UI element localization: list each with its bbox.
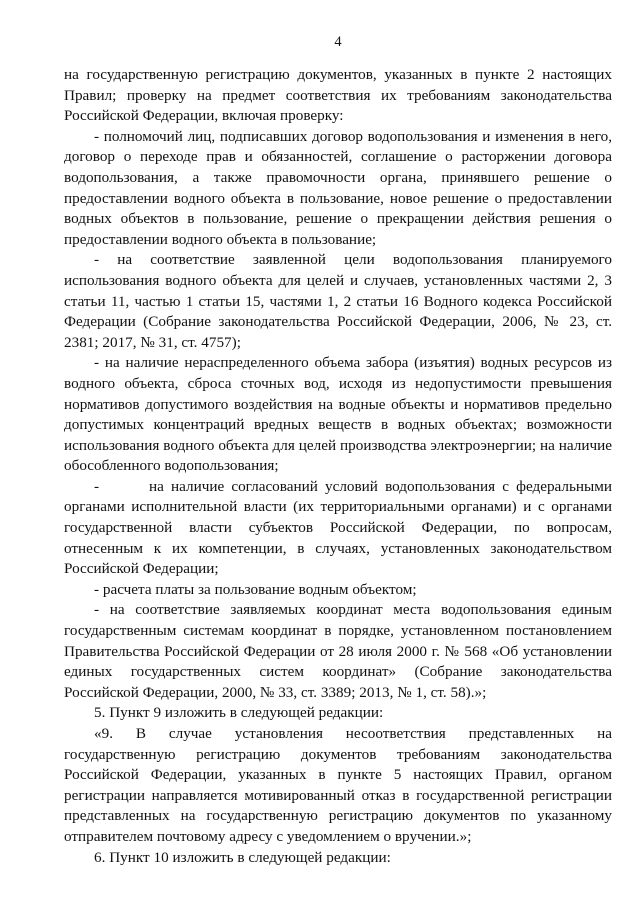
paragraph-item5: 5. Пункт 9 изложить в следующей редакции: — [94, 704, 384, 722]
document-body — [64, 65, 616, 868]
paragraph-volume-check: - на наличие нераспределенного объема забора (изъятия) водных ресурсов из водного объекта, сброса сточных вод, исходя из недопустимости превышения нормативов допустимого воздействия на водные объекты и нормативов предельно допустимых концентраций вредных веществ в водных объектах; возможности использования водного объекта для целей производства электроэнергии; на наличие обособленного водопользования; — [64, 354, 612, 475]
paragraph-coordinates-check: - на соответствие заявляемых координат места водопользования единым государственным системам координат в порядке, установленном постановлением Правительства Российской Федерации от 28 июля 2000 г. № 568 «Об установлении единых государственных систем координат» (Собрание законодательства Российской Федерации, 2000, № 33, ст. 3389; 2013, № 1, ст. 58).»; — [64, 601, 612, 701]
paragraph-approvals-check: - на наличие согласований условий водопользования с федеральными органами исполнительной власти (их территориальными органами) и с органами государственной власти субъектов Российской Федерации, по вопросам, отнесенным к их компетенции, в случаях, установленных законодательством Российской Федерации; — [64, 477, 616, 578]
page-number: 4 — [334, 34, 342, 50]
paragraph-powers-check: - полномочий лиц, подписавших договор водопользования и изменения в него, договор о переходе прав и обязанностей, соглашение о расторжении договора водопользования, а также правомочности органа, принявшего решение о предоставлении водного объекта в пользование, новое решение о предоставлении водных объектов в пользование, решение о прекращении действия решения о предоставлении водного объекта в пользование; — [64, 127, 612, 248]
paragraph-fee-check: - расчета платы за пользование водным объектом; — [94, 580, 417, 598]
paragraph-item6: 6. Пункт 10 изложить в следующей редакции: — [94, 848, 391, 866]
paragraph-purpose-check: - на соответствие заявленной цели водопользования планируемого использования водного объекта для целей и случаев, установленных частями 2, 3 статьи 11, частью 1 статьи 15, частями 1, 2 статьи 16 Водного кодекса Российской Федерации (Собрание законодательства Российской Федерации, 2006, № 23, ст. 2381; 2017, № 31, ст. 4757); — [64, 251, 612, 351]
paragraph-intro: на государственную регистрацию документов, указанных в пункте 2 настоящих Правил; проверку на предмет соответствия их требованиям законодательства Российской Федерации, включая проверку: — [64, 66, 612, 125]
paragraph-item9-text: «9. В случае установления несоответствия представленных на государственную регистрацию документов требованиям законодательства Российской Федерации, указанных в пункте 5 настоящих Правил, органом регистрации направляется мотивированный отказ в государственной регистрации представленных на государственную регистрацию документов по указанному отправителем почтовому адресу с уведомлением о вручении.»; — [64, 725, 612, 845]
